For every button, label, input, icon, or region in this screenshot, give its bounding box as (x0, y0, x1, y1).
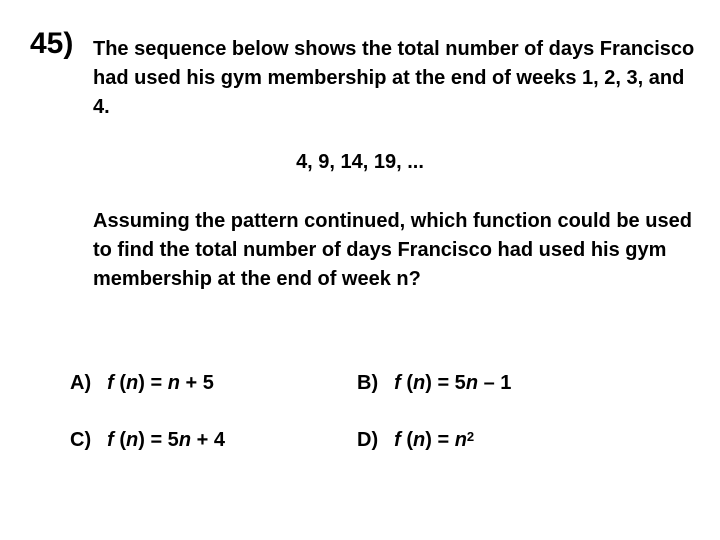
choice-c-expression: f (n) = 5n + 4 (107, 429, 225, 451)
choice-b-expression: f (n) = 5n – 1 (394, 372, 512, 394)
choice-b[interactable] (357, 369, 511, 397)
choice-d[interactable] (357, 426, 474, 454)
expression-part: = 5 (431, 372, 466, 394)
function-name: f (107, 372, 114, 394)
expression-part: = (431, 429, 455, 451)
choice-d-expression: f $(n) = n^2$ (394, 429, 475, 451)
sequence-text: 4, 9, 14, 19, ... (296, 151, 424, 173)
expression-variable: n (178, 429, 192, 451)
expression-part: + 5 (179, 372, 214, 394)
choice-b-letter: B) (357, 372, 379, 394)
expression-part: = 5 (144, 429, 179, 451)
choice-a-expression: f (n) = n + 5 (107, 372, 214, 394)
choice-d-letter: D) (357, 429, 379, 451)
expression-variable: n (454, 429, 467, 451)
choice-a[interactable] (70, 369, 214, 397)
function-argument: n (126, 372, 139, 394)
question-number: 45) (30, 27, 74, 60)
function-name: f (394, 429, 401, 451)
expression-variable: n (167, 372, 180, 394)
expression-part: – 1 (478, 372, 512, 394)
exponent: 2 (466, 429, 475, 444)
function-argument: n (413, 372, 426, 394)
function-argument: n (126, 429, 139, 451)
choice-c[interactable] (70, 426, 225, 454)
function-name: f (107, 429, 114, 451)
function-name: f (394, 372, 401, 394)
choice-a-letter: A) (70, 372, 92, 394)
function-argument: n (413, 429, 426, 451)
expression-part: + 4 (191, 429, 225, 451)
choice-c-letter: C) (70, 429, 92, 451)
question-stem: The sequence below shows the total number of days Francisco had used his gym membership at the end of weeks 1, 2, 3, and 4. (93, 38, 695, 118)
expression-part: = (144, 372, 168, 394)
expression-variable: n (465, 372, 479, 394)
question-prompt: Assuming the pattern continued, which function could be used to find the total number of days Francisco had used his gym membership at the end of week n? (93, 210, 692, 290)
